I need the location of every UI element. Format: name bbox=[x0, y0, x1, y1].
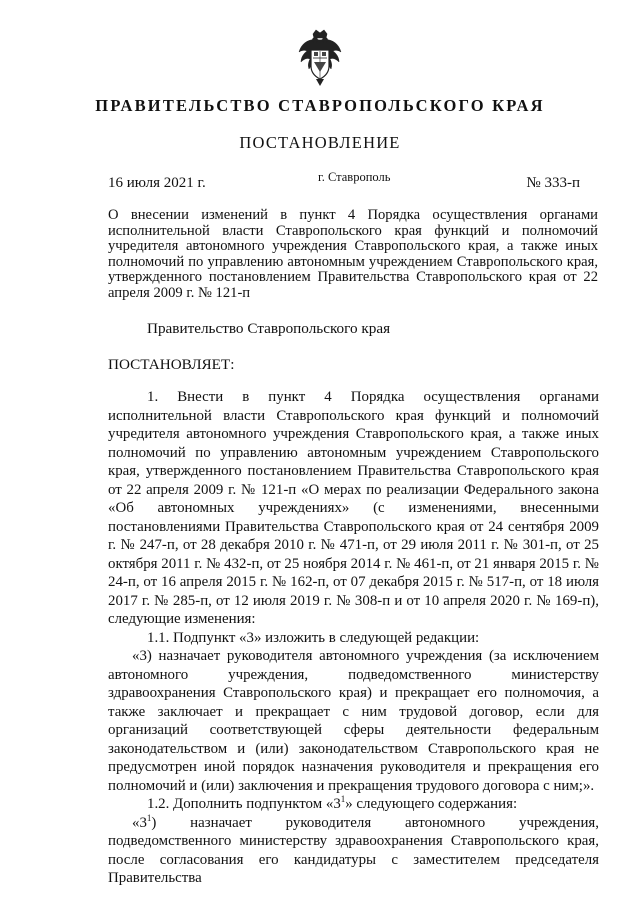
paragraph-1-2-sup: 1 bbox=[340, 794, 346, 805]
document-number: № 333-п bbox=[526, 175, 580, 191]
government-title: ПРАВИТЕЛЬСТВО СТАВРОПОЛЬСКОГО КРАЯ bbox=[95, 96, 545, 115]
paragraph-1-2-text bbox=[108, 814, 599, 888]
paragraph-1-1: 1.1. Подпункт «3» изложить в следующей редакции: bbox=[147, 629, 480, 646]
document-date: 16 июля 2021 г. bbox=[108, 175, 206, 191]
paragraph-1-2 bbox=[108, 795, 599, 814]
paragraph-1-2-pre: 1.2. Дополнить подпунктом «3 bbox=[147, 796, 341, 812]
document-city: г. Ставрополь bbox=[318, 170, 391, 184]
paragraph-1: 1. Внести в пункт 4 Порядка осуществления органами исполнительной власти Ставропольского края функций и полномочий учредителя автономного учреждения Ставропольского края, а также иных полномочий по управлению автономным учреждением Ставропольского края, утвержденного постановлением Правительства Ставропольского края от 22 апреля 2009 г. № 121-п «О мерах по реализации Федерального закона «Об автономных учреждениях» (с изменениями, внесенными постановлениями Правительства Ставропольского края от 24 сентября 2009 г. № 247-п, от 28 декабря 2010 г. № 471-п, от 29 июля 2011 г. № 301-п, от 25 октября 2011 г. № 432-п, от 25 ноября 2014 г. № 461-п, от 21 января 2015 г. № 24-п, от 16 апреля 2015 г. № 162-п, от 07 декабря 2015 г. № 517-п, от 18 июля 2017 г. № 285-п, от 12 июля 2019 г. № 308-п и от 10 апреля 2020 г. № 169-п), следующие изменения: bbox=[108, 389, 599, 627]
paragraph-1-2-text-pre: «3 bbox=[132, 814, 147, 831]
coat-of-arms-emblem bbox=[296, 28, 344, 88]
document-subject: О внесении изменений в пункт 4 Порядка осуществления органами исполнительной власти Ставропольского края функций и полномочий учредителя автономного учреждения Ставропольского края, а также иных полномочий по управлению автономным учреждением Ставропольского края, утвержденного постановлением Правительства Ставропольского края от 22 апреля 2009 г. № 121-п bbox=[108, 207, 598, 301]
document-body bbox=[108, 388, 599, 888]
paragraph-1-2-text-sup: 1 bbox=[146, 812, 152, 823]
resolves-heading: ПОСТАНОВЛЯЕТ: bbox=[108, 356, 235, 373]
paragraph-1-2-text-post: ) назначает руководителя автономного учреждения, подведомственного министерству здравоохранения Ставропольского края, после согласования его кандидатуры с заместителем председателя Правительства bbox=[108, 814, 599, 886]
issuer-name: Правительство Ставропольского края bbox=[147, 320, 391, 337]
document-type: ПОСТАНОВЛЕНИЕ bbox=[239, 133, 401, 152]
paragraph-1-2-post: » следующего содержания: bbox=[345, 796, 518, 812]
paragraph-1-1-text: «3) назначает руководителя автономного учреждения (за исключением автономного учреждения, подведомственного министерству здравоохранения Ставропольского края) и прекращает его полномочия, а также заключает и прекращает с ним трудовой договор, если для организаций соответствующей сферы деятельности федеральным законодательством и (или) законодательством Ставропольского края не предусмотрен иной порядок назначения руководителя и прекращения его полномочий и (или) заключения и прекращения трудового договора с ним;». bbox=[108, 648, 599, 794]
